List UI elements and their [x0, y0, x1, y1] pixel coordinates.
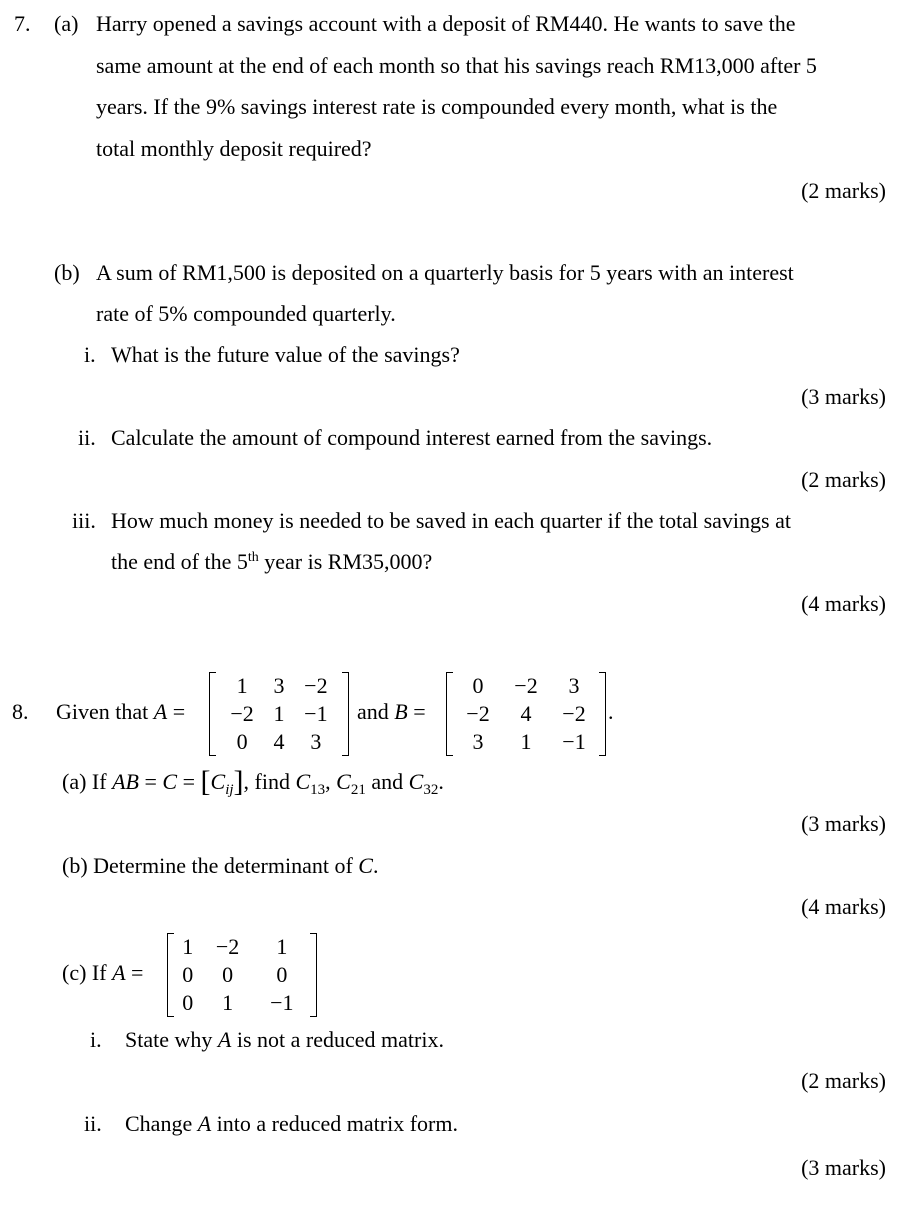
q8-a-and: and: [365, 769, 409, 794]
q7-a-line-2: same amount at the end of each month so that his savings reach RM13,000 after 5: [96, 53, 817, 78]
q7-b-i-label: i.: [84, 342, 96, 367]
q8-a-32-subscript: 32: [423, 782, 439, 798]
matrix-b-grid: [454, 672, 598, 756]
matrix-b-row: [454, 672, 598, 700]
matrix-a-row: [217, 728, 341, 756]
q8-c-i-marks: (2 marks): [801, 1068, 886, 1093]
matrix-a2-cell: −1: [270, 990, 294, 1015]
q8-a-c32: C: [408, 769, 424, 794]
q7-b-iii-superscript: th: [247, 550, 259, 565]
matrix-a2-cell: 1: [182, 934, 194, 959]
q8-c-ii-label: ii.: [84, 1111, 102, 1136]
q8-a-find: , find: [243, 769, 296, 794]
matrix-b-cell: 1: [520, 729, 532, 754]
matrix-b: [446, 672, 606, 756]
q7-b-i-marks: (3 marks): [801, 384, 886, 409]
q8-a-eq2: =: [177, 769, 201, 794]
q7-b-ii-label: ii.: [78, 425, 96, 450]
matrix-a2-cell: 0: [222, 962, 234, 987]
q8-b-c: C: [358, 853, 373, 878]
q8-period: .: [608, 699, 614, 724]
q8-c-i-pre: State why: [125, 1027, 213, 1052]
q8-equals-b: =: [413, 699, 426, 724]
matrix-a-cell: 0: [236, 729, 248, 754]
matrix-a-cell: 1: [236, 673, 248, 698]
q7-a-line-1: Harry opened a savings account with a deposit of RM440. He wants to save the: [96, 11, 796, 36]
q7-a-line-3: years. If the 9% savings interest rate is compounded every month, what is the: [96, 94, 778, 119]
matrix-a-row: [217, 672, 341, 700]
matrix-a-grid: [217, 672, 341, 756]
matrix-a-cell: 4: [273, 729, 285, 754]
q8-c-ii-marks: (3 marks): [801, 1155, 886, 1180]
q8-c-i-post: is not a reduced matrix.: [236, 1027, 444, 1052]
q8-c-ii-post: into a reduced matrix form.: [216, 1111, 458, 1136]
q8-c-ii-pre: Change: [125, 1111, 193, 1136]
q8-intro-text: Given that: [56, 699, 149, 724]
matrix-b-cell: 0: [472, 673, 484, 698]
q8-number: 8.: [12, 699, 29, 724]
q8-b-text: [62, 852, 378, 880]
q8-c-label: (c): [62, 960, 87, 985]
q8-and-text: and: [357, 699, 389, 724]
q7-b-iii-line-2: [111, 548, 432, 576]
q8-a-comma: ,: [325, 769, 337, 794]
q8-b-prompt: Determine the determinant of: [93, 853, 353, 878]
matrix-a2-cell: 0: [276, 962, 288, 987]
q8-a-13-subscript: 13: [310, 782, 326, 798]
q7-a-label: (a): [54, 11, 79, 36]
matrix-a2-cell: 0: [182, 962, 194, 987]
matrix-b-row: [454, 700, 598, 728]
matrix-a-row: [217, 700, 341, 728]
q8-c-ii-a: A: [197, 1111, 212, 1136]
q8-a-left-bracket: [: [200, 765, 211, 798]
matrix-b-cell: 4: [520, 701, 532, 726]
q8-a-ab: AB: [112, 769, 139, 794]
q8-intro: [56, 698, 185, 726]
matrix-a-cell: −2: [230, 701, 254, 726]
q8-c-i-text: [125, 1026, 444, 1054]
q8-c-text: [62, 959, 143, 987]
q8-a-right-bracket: ]: [233, 765, 244, 798]
q8-c-i-a: A: [217, 1027, 232, 1052]
q7-b-label: (b): [54, 260, 80, 285]
q8-b-marks: (4 marks): [801, 894, 886, 919]
matrix-b-row: [454, 728, 598, 756]
matrix-b-cell: −2: [562, 701, 586, 726]
matrix-a2-row: [175, 933, 309, 961]
q7-b-iii-line-2-pre: the end of the 5: [111, 549, 248, 574]
q8-and-b: [357, 698, 426, 726]
matrix-b-cell: 3: [472, 729, 484, 754]
matrix-a2-grid: [175, 933, 309, 1017]
q8-a-if: If: [91, 769, 107, 794]
q8-a-c21: C: [336, 769, 351, 794]
q7-b-ii-marks: (2 marks): [801, 467, 886, 492]
q8-b-label: (b): [62, 853, 88, 878]
matrix-a-cell: 1: [273, 701, 285, 726]
q7-b-line-1: A sum of RM1,500 is deposited on a quarterly basis for 5 years with an interest: [96, 260, 794, 285]
q8-equals-a: =: [172, 699, 186, 724]
q8-a-marks: (3 marks): [801, 811, 886, 836]
matrix-b-cell: −2: [514, 673, 538, 698]
q7-b-ii-text: Calculate the amount of compound interest earned from the savings.: [111, 425, 713, 450]
matrix-a2-cell: 1: [276, 934, 288, 959]
matrix-a2-row: [175, 961, 309, 989]
q8-matrix-a-symbol: A: [153, 699, 168, 724]
q8-a-label: (a): [62, 769, 87, 794]
matrix-a2-row: [175, 989, 309, 1017]
matrix-a2-cell: 0: [182, 990, 194, 1015]
matrix-a2-cell: 1: [222, 990, 234, 1015]
q8-a-end: .: [438, 769, 444, 794]
matrix-a-cell: 3: [273, 673, 285, 698]
matrix-a2-cell: −2: [215, 934, 240, 959]
q8-b-end: .: [372, 853, 379, 878]
q8-a-c13: C: [295, 769, 311, 794]
q8-c-i-label: i.: [90, 1027, 102, 1052]
matrix-a-reduced-question: [167, 933, 317, 1017]
q8-c-if: If: [91, 960, 107, 985]
q8-c-ii-text: [125, 1110, 458, 1138]
q8-c-eq: =: [131, 960, 144, 985]
q8-a-text: [62, 766, 444, 796]
q7-number: 7.: [14, 11, 31, 36]
q7-b-iii-marks: (4 marks): [801, 591, 886, 616]
matrix-a-cell: −1: [304, 701, 328, 726]
q7-b-iii-label: iii.: [72, 508, 96, 533]
q7-a-line-4: total monthly deposit required?: [96, 136, 372, 161]
q8-a-eq1: =: [138, 769, 163, 794]
q8-c-a: A: [112, 960, 126, 985]
matrix-b-cell: 3: [568, 673, 580, 698]
q8-a-21-subscript: 21: [350, 782, 366, 798]
q8-a-cij: C: [210, 769, 226, 794]
matrix-a-cell: 3: [310, 729, 322, 754]
q7-b-i-text: What is the future value of the savings?: [111, 342, 460, 367]
matrix-a-cell: −2: [304, 673, 328, 698]
q8-matrix-b-symbol: B: [394, 699, 408, 724]
matrix-b-cell: −1: [562, 729, 586, 754]
matrix-a: [209, 672, 349, 756]
q8-a-c: C: [162, 769, 178, 794]
matrix-b-cell: −2: [466, 701, 490, 726]
q7-b-iii-line-2-post: year is RM35,000?: [258, 549, 433, 574]
q7-a-marks: (2 marks): [801, 178, 886, 203]
q8-a-ij-subscript: ij: [225, 782, 234, 798]
q7-b-line-2: rate of 5% compounded quarterly.: [96, 301, 396, 326]
q7-b-iii-line-1: How much money is needed to be saved in each quarter if the total savings at: [111, 508, 791, 533]
